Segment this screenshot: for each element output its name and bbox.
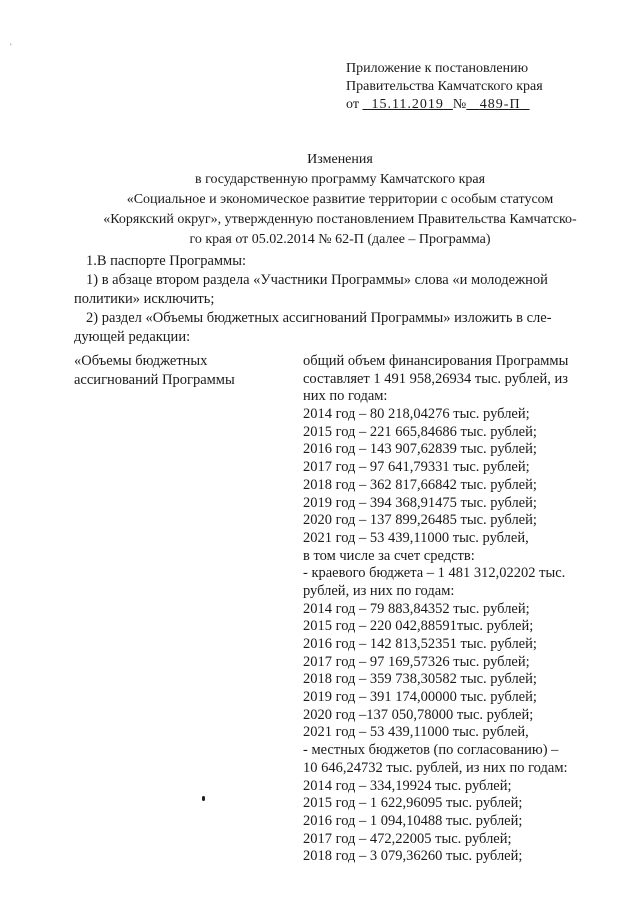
title-line-5: го края от 05.02.2014 № 62-П (далее – Программа): [189, 232, 491, 247]
body-paragraphs: [74, 252, 614, 347]
funding-line: 2016 год – 142 813,52351 тыс. рублей;: [303, 636, 537, 652]
funding-line: в том числе за счет средств:: [303, 547, 475, 564]
funding-line: 2019 год – 391 174,00000 тыс. рублей;: [303, 689, 537, 706]
funding-line: 2021 год – 53 439,11000 тыс. рублей,: [303, 529, 529, 546]
title-line-1: Изменения: [307, 152, 373, 167]
appendix-line-2: Правительства Камчатского края: [346, 79, 543, 94]
funding-line: 2016 год – 143 907,62839 тыс. рублей;: [303, 441, 537, 458]
date-text: 15.11.2019: [371, 97, 444, 112]
funding-line: 2014 год – 80 218,04276 тыс. рублей;: [303, 406, 530, 423]
number-value: [466, 97, 529, 112]
title-line-4: «Корякский округ», утвержденную постановлением Правительства Камчатско-: [103, 212, 577, 227]
funding-line: 2015 год – 1 622,96095 тыс. рублей;: [303, 795, 523, 812]
paragraph-2-line-2: политики» исключить;: [74, 291, 215, 307]
date-value: [362, 97, 452, 112]
paragraph-3-line-2: дующей редакции:: [74, 329, 191, 345]
scan-mark: ': [10, 42, 12, 52]
document-title: [60, 150, 620, 250]
funding-details: [303, 353, 568, 866]
funding-line: 2014 год – 334,19924 тыс. рублей;: [303, 777, 512, 794]
number-text: 489-П: [479, 97, 521, 112]
appendix-line-1: Приложение к постановлению: [346, 61, 529, 76]
funding-line: 2018 год – 3 079,36260 тыс. рублей;: [303, 848, 523, 865]
funding-line: 2015 год – 221 665,84686 тыс. рублей;: [303, 423, 537, 440]
number-label: №: [452, 97, 467, 112]
funding-line: 2020 год – 137 899,26485 тыс. рублей;: [303, 512, 537, 529]
section-label-line-1: «Объемы бюджетных: [74, 353, 208, 369]
funding-line: - местных бюджетов (по согласованию) –: [303, 742, 559, 759]
funding-line: общий объем финансирования Программы: [303, 353, 569, 369]
paragraph-1: 1.В паспорте Программы:: [86, 253, 246, 269]
scan-dot: [202, 796, 205, 801]
funding-line: 2017 год – 97 169,57326 тыс. рублей;: [303, 653, 530, 670]
appendix-date-line: [346, 96, 543, 114]
funding-line: 2020 год –137 050,78000 тыс. рублей;: [303, 706, 534, 723]
funding-line: 2021 год – 53 439,11000 тыс. рублей,: [303, 724, 529, 741]
funding-line: рублей, из них по годам:: [303, 582, 455, 599]
funding-line: 2015 год – 220 042,88591тыс. рублей;: [303, 618, 534, 635]
section-label-line-2: ассигнований Программы: [74, 372, 235, 388]
funding-line: 2019 год – 394 368,91475 тыс. рублей;: [303, 494, 537, 511]
funding-line: 10 646,24732 тыс. рублей, из них по годам:: [303, 759, 568, 776]
funding-line: 2016 год – 1 094,10488 тыс. рублей;: [303, 812, 523, 829]
funding-line: 2018 год – 359 738,30582 тыс. рублей;: [303, 671, 537, 688]
funding-line: - краевого бюджета – 1 481 312,02202 тыс.: [303, 565, 566, 582]
paragraph-2-line-1: 1) в абзаце втором раздела «Участники Программы» слова «и молодежной: [86, 272, 548, 288]
section-label: [74, 352, 235, 390]
date-prefix: от: [346, 97, 359, 112]
paragraph-3-line-1: 2) раздел «Объемы бюджетных ассигнований Программы» изложить в сле-: [86, 310, 552, 326]
funding-line: 2018 год – 362 817,66842 тыс. рублей;: [303, 476, 537, 493]
funding-line: 2017 год – 97 641,79331 тыс. рублей;: [303, 459, 530, 476]
title-line-3: «Социальное и экономическое развитие территории с особым статусом: [126, 192, 554, 207]
funding-line: них по годам:: [303, 388, 388, 405]
funding-line: 2017 год – 472,22005 тыс. рублей;: [303, 830, 512, 847]
title-line-2: в государственную программу Камчатского края: [194, 172, 486, 187]
funding-line: 2014 год – 79 883,84352 тыс. рублей;: [303, 600, 530, 617]
appendix-block: [346, 60, 543, 114]
funding-line: составляет 1 491 958,26934 тыс. рублей, из: [303, 370, 568, 387]
